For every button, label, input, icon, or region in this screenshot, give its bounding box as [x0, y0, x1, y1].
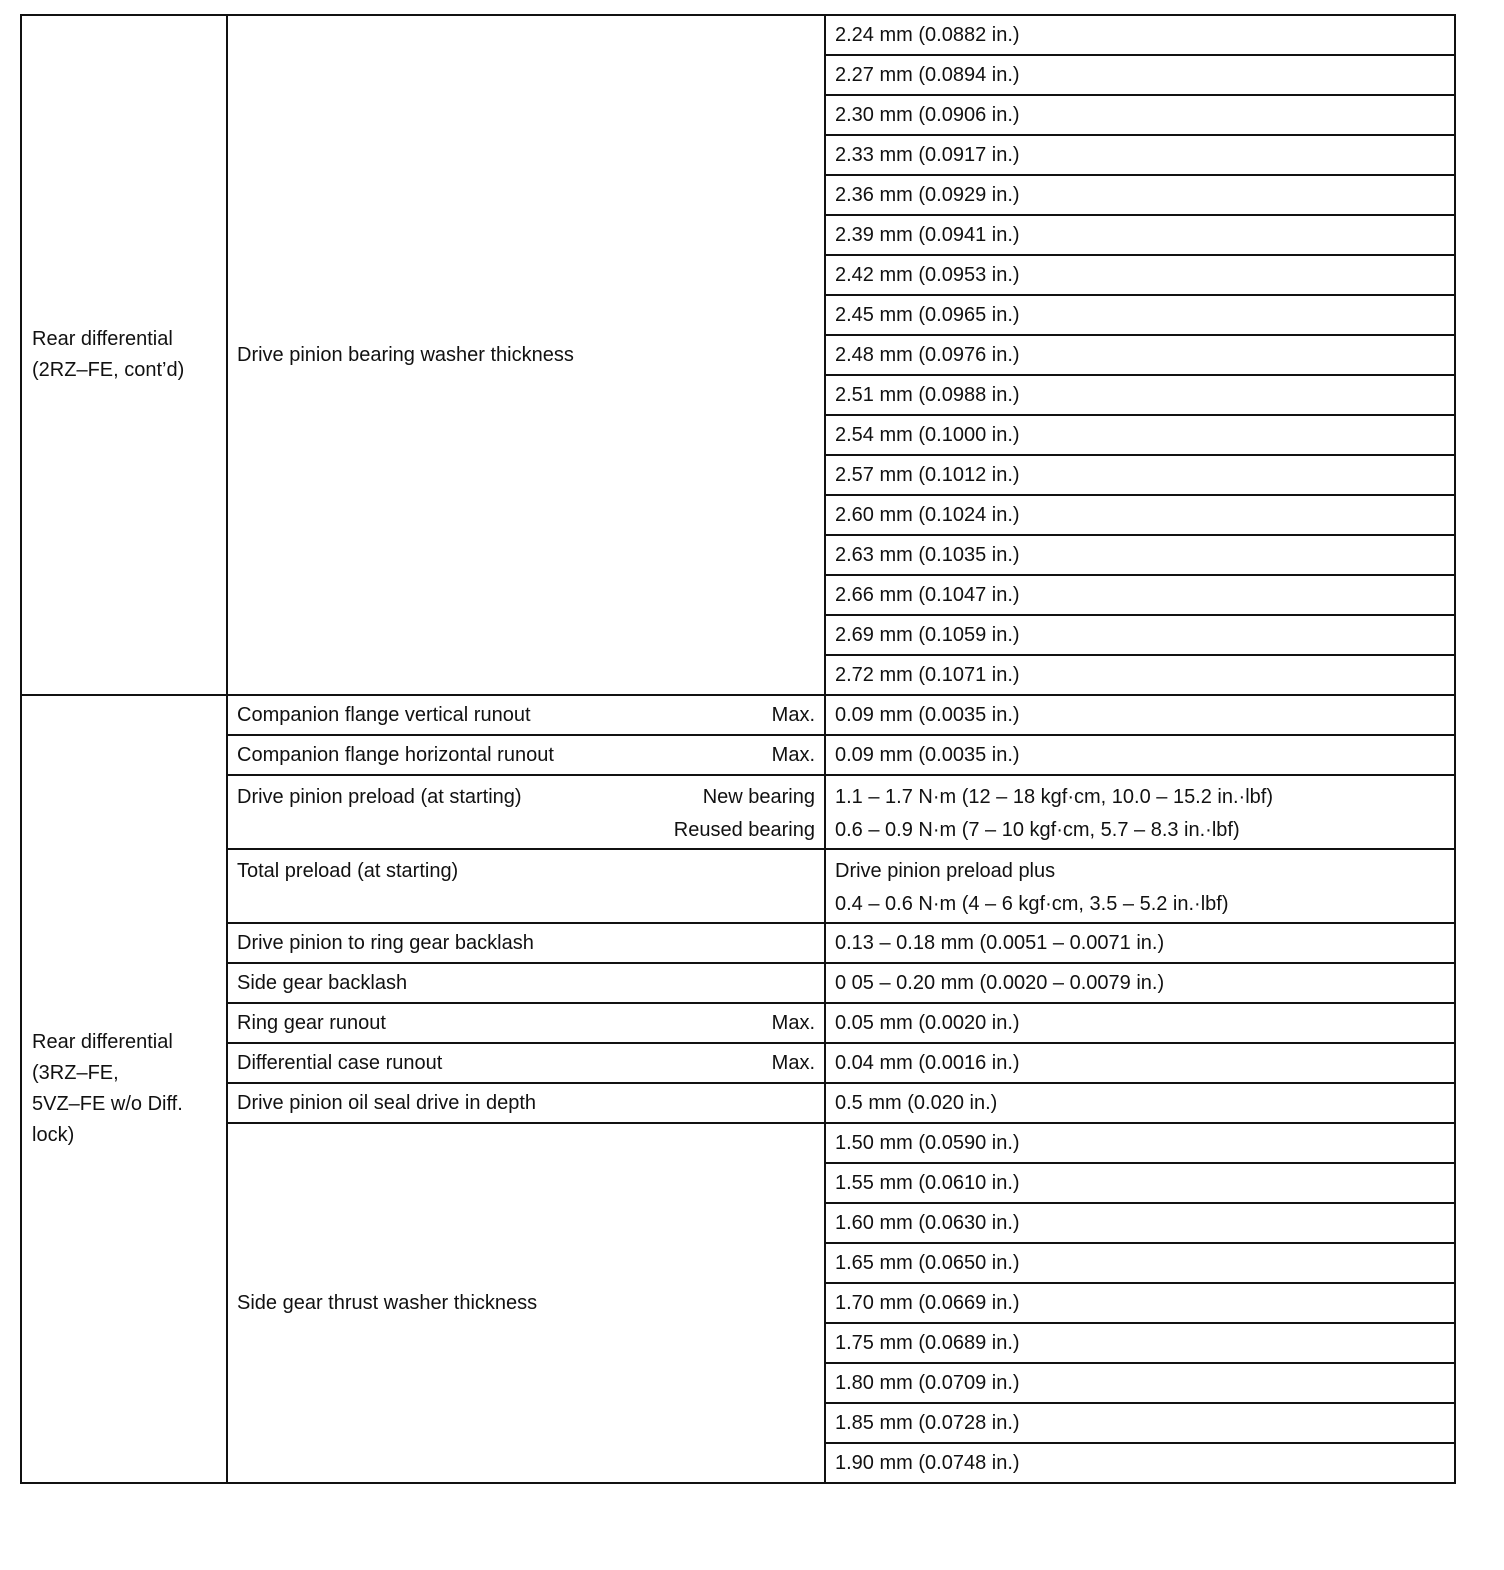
spec-table: [20, 14, 1456, 1484]
value-cell: 2.36 mm (0.0929 in.): [825, 175, 1455, 215]
condition-label: New bearing: [702, 786, 815, 808]
section-label: [21, 15, 227, 695]
value-cell: 2.69 mm (0.1059 in.): [825, 615, 1455, 655]
table-row: [21, 963, 1455, 1003]
item-label: Drive pinion to ring gear backlash: [227, 923, 825, 963]
table-row: [21, 775, 1455, 849]
value-cell: 2.51 mm (0.0988 in.): [825, 375, 1455, 415]
value-cell: 2.57 mm (0.1012 in.): [825, 455, 1455, 495]
table-row: [21, 1043, 1455, 1083]
value-cell: 0.04 mm (0.0016 in.): [825, 1043, 1455, 1083]
value-cell: 2.48 mm (0.0976 in.): [825, 335, 1455, 375]
table-row: [21, 735, 1455, 775]
condition-label: Max.: [771, 1051, 815, 1074]
value-line: 0.6 – 0.9 N·m (7 – 10 kgf·cm, 5.7 – 8.3 in.·lbf): [835, 819, 1240, 841]
table-row: [21, 1123, 1455, 1163]
item-label: Side gear backlash: [227, 963, 825, 1003]
item-cell: [227, 735, 825, 775]
section-label-line: Rear differential: [32, 328, 173, 350]
value-cell: 1.50 mm (0.0590 in.): [825, 1123, 1455, 1163]
value-line: Drive pinion preload plus: [835, 860, 1056, 882]
item-label: Side gear thrust washer thickness: [227, 1123, 825, 1483]
item-label: Drive pinion bearing washer thickness: [227, 15, 825, 695]
value-cell: 2.72 mm (0.1071 in.): [825, 655, 1455, 695]
section-label-line: 5VZ–FE w/o Diff.: [32, 1093, 183, 1115]
condition-label: Reused bearing: [673, 819, 815, 841]
section-label-line: (2RZ–FE, cont’d): [32, 359, 185, 381]
value-cell: 2.27 mm (0.0894 in.): [825, 55, 1455, 95]
value-cell: 2.33 mm (0.0917 in.): [825, 135, 1455, 175]
value-cell: 1.65 mm (0.0650 in.): [825, 1243, 1455, 1283]
item-cell: [227, 1003, 825, 1043]
condition-label: Max.: [771, 1011, 815, 1034]
section-label-line: lock): [32, 1124, 75, 1146]
condition-label: Max.: [771, 743, 815, 766]
section-label-line: (3RZ–FE,: [32, 1062, 119, 1084]
item-label: Companion flange vertical runout: [237, 703, 531, 726]
value-cell: 1.75 mm (0.0689 in.): [825, 1323, 1455, 1363]
value-cell: 2.30 mm (0.0906 in.): [825, 95, 1455, 135]
condition-group: [674, 781, 815, 847]
item-label: Differential case runout: [237, 1051, 443, 1074]
value-cell: 1.85 mm (0.0728 in.): [825, 1403, 1455, 1443]
condition-label: Max.: [771, 703, 815, 726]
item-label: Drive pinion oil seal drive in depth: [227, 1083, 825, 1123]
value-cell: 0.09 mm (0.0035 in.): [825, 735, 1455, 775]
table-row: [21, 1083, 1455, 1123]
value-cell: 1.80 mm (0.0709 in.): [825, 1363, 1455, 1403]
value-cell: 2.42 mm (0.0953 in.): [825, 255, 1455, 295]
value-line: 0.4 – 0.6 N·m (4 – 6 kgf·cm, 3.5 – 5.2 in.·lbf): [835, 893, 1229, 915]
table-row: [21, 15, 1455, 55]
value-cell: 2.45 mm (0.0965 in.): [825, 295, 1455, 335]
value-cell: 0.05 mm (0.0020 in.): [825, 1003, 1455, 1043]
table-row: [21, 849, 1455, 923]
item-cell: [227, 775, 825, 849]
section-label-line: Rear differential: [32, 1031, 173, 1053]
table-row: [21, 923, 1455, 963]
value-cell: 2.24 mm (0.0882 in.): [825, 15, 1455, 55]
value-line: 1.1 – 1.7 N·m (12 – 18 kgf·cm, 10.0 – 15.2 in.·lbf): [835, 786, 1273, 808]
value-cell: 0.5 mm (0.020 in.): [825, 1083, 1455, 1123]
value-cell: [825, 849, 1455, 923]
item-label: Ring gear runout: [237, 1011, 386, 1034]
value-cell: 2.39 mm (0.0941 in.): [825, 215, 1455, 255]
item-cell: [227, 1043, 825, 1083]
table-row: [21, 1003, 1455, 1043]
value-cell: 2.60 mm (0.1024 in.): [825, 495, 1455, 535]
item-label: Drive pinion preload (at starting): [237, 786, 522, 808]
value-cell: 1.60 mm (0.0630 in.): [825, 1203, 1455, 1243]
value-cell: 2.54 mm (0.1000 in.): [825, 415, 1455, 455]
item-cell: [227, 695, 825, 735]
value-cell: 0 05 – 0.20 mm (0.0020 – 0.0079 in.): [825, 963, 1455, 1003]
value-cell: 0.13 – 0.18 mm (0.0051 – 0.0071 in.): [825, 923, 1455, 963]
item-label: Companion flange horizontal runout: [237, 743, 554, 766]
value-cell: 1.70 mm (0.0669 in.): [825, 1283, 1455, 1323]
value-cell: [825, 775, 1455, 849]
item-label: Total preload (at starting): [227, 849, 825, 923]
value-cell: 0.09 mm (0.0035 in.): [825, 695, 1455, 735]
value-cell: 1.90 mm (0.0748 in.): [825, 1443, 1455, 1483]
value-cell: 2.63 mm (0.1035 in.): [825, 535, 1455, 575]
section-label: [21, 695, 227, 1483]
value-cell: 1.55 mm (0.0610 in.): [825, 1163, 1455, 1203]
table-row: [21, 695, 1455, 735]
value-cell: 2.66 mm (0.1047 in.): [825, 575, 1455, 615]
